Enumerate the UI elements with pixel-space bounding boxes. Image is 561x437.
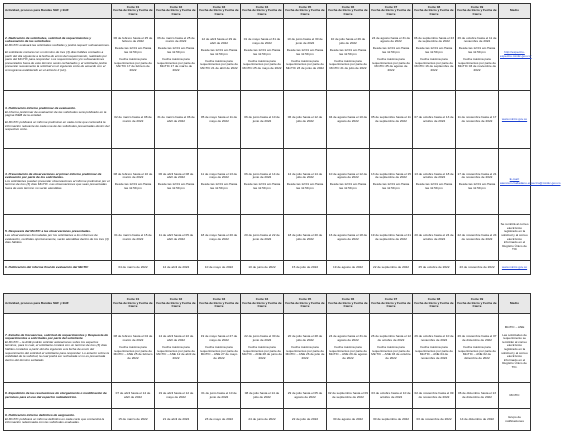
date-cell: 26 de octubre hasta el 10 de noviembre de 2022 Fecha máxima para requerimientos por parte de MinTIC – ANE 04 de noviembre de 2022	[413, 314, 456, 383]
date-cell: 06 de junio hasta el 14 de junio de 2022 Desde las 12:01 am Hasta las 11:59 pm	[241, 149, 284, 215]
medio-cell: MinTIC – ANE Las solicitudes de requerimiento se remitirán al correo electrónico registrado en la solicitud y al correo electrónico informado en el Registro Único de TIC.	[499, 314, 531, 383]
table-row	[4, 91, 531, 149]
header-corte: Corte 05 Fecha de Inicio y Fecha de Cierre	[284, 4, 327, 19]
header-corte: Corte 03 Fecha de Inicio y Fecha de Cierre	[198, 4, 241, 19]
date-cell: 06 de diciembre hasta el 13 de diciembre de 2022	[456, 383, 499, 409]
header-corte: Corte 06 Fecha de Inicio y Fecha de Cierre	[327, 294, 370, 314]
date-cell: 20 de junio hasta el 22 de junio de 2022	[241, 215, 284, 261]
date-cell: 19 de mayo hasta el 27 de mayo de 2022 Fecha máxima para requerimientos por parte de MinTIC – ANE 27 de mayo de 2022	[198, 314, 241, 383]
header-corte: Corte 07 Fecha de Inicio y Fecha de Cierre	[370, 4, 413, 19]
activity-cell	[4, 314, 112, 383]
date-cell: 10 de mayo de 2022	[198, 261, 241, 275]
date-cell: 06 de marzo hasta el 25 de marzo de 2022 Desde las 12:01 am Hasta las 11:59 pm Fecha máxima para requerimientos por parte de MinTIC 17 de marzo de 2022	[155, 19, 198, 91]
medio-cell[interactable]: http://espectro-espectro.mintic.gov.co/	[499, 19, 531, 91]
header-corte: Corte 05 Fecha de Inicio y Fecha de Cierre	[284, 294, 327, 314]
medio-cell[interactable]: E-mail: atencion.ciudadano.espectro@mintic.gov.co	[499, 149, 531, 215]
activity-cell	[4, 409, 112, 431]
date-cell: 06 de septiembre hasta el 23 de septiembre de 2022 Desde las 12:01 am Hasta las 11:59 pm Fecha máxima para requerimientos por parte de MinTIC 16 de septiembre de 2022	[413, 19, 456, 91]
date-cell: 29 de julio hasta el 05 de agosto de 2022	[284, 383, 327, 409]
header-corte: Corte 08 Fecha de Inicio y Fecha de Cierre	[413, 294, 456, 314]
activity-cell	[4, 91, 112, 149]
date-cell: 08 de febrero hasta el 10 de marzo de 2022 Desde las 12:01 am Hasta las 11:59 pm	[112, 149, 155, 215]
schedule-table-2	[3, 293, 531, 431]
table-row	[4, 409, 531, 431]
date-cell: 11 de abril hasta el 05 de abril de 2022	[155, 215, 198, 261]
activity-title: 8. Expedición de las resoluciones de otorgamiento o modificación de permisos para el uso del espectro radioeléctrico.	[5, 390, 107, 399]
header-corte: Corte 06 Fecha de Inicio y Fecha de Cierre	[327, 4, 370, 19]
header-corte: Corte 01 Fecha de Inicio y Fecha de Cierre	[112, 4, 155, 19]
header-corte: Corte 01 Fecha de Inicio y Fecha de Cierre	[112, 294, 155, 314]
activity-cell	[4, 19, 112, 91]
table-row	[4, 19, 531, 91]
table-row	[4, 215, 531, 261]
date-cell: 20 de octubre hasta el 24 de octubre de 2022	[413, 215, 456, 261]
date-cell: 08 de febrero hasta el 04 de marzo de 2022 Fecha máxima para requerimientos por parte de MinTIC – ANE 25 de febrero de 2022	[112, 314, 155, 383]
date-cell: 18 de mayo hasta el 20 de mayo de 2022	[198, 215, 241, 261]
date-cell: 12 de julio hasta el 14 de julio de 2022 Desde las 12:01 am Hasta las 11:59 pm	[284, 149, 327, 215]
date-cell: 26 de noviembre hasta el 07 de diciembre de 2022 Fecha máxima para requerimientos por parte de MinTIC – ANE 02 de diciembre de 2022	[456, 314, 499, 383]
date-cell: 10 de julio hasta el 29 de julio de 2022 Desde las 12:01 am Hasta las 11:59 pm Fecha máxima para requerimientos por parte de MinTIC 21 de julio de 2022	[327, 19, 370, 91]
medio-cell: Grupo de notificaciones	[499, 409, 531, 431]
date-cell: 24 de agosto hasta el 31 de agosto de 2022 Fecha máxima para requerimientos por parte de MinTIC – ANE 29 de agosto de 2022	[327, 314, 370, 383]
date-cell: 08 de julio hasta el 14 de julio de 2022	[241, 383, 284, 409]
date-cell: 22 de julio de 2022	[284, 409, 327, 431]
date-cell: 16 de agosto hasta el 18 de agosto de 2022	[327, 215, 370, 261]
medio-cell: MinTIC	[499, 383, 531, 409]
date-cell: 25 de octubre de 2022	[413, 261, 456, 275]
date-cell: 24 de junio de 2022	[241, 409, 284, 431]
date-cell: 01 de marzo hasta el 15 de marzo de 2022	[112, 215, 155, 261]
activity-title: 9. Publicación informe definitivo de asignación.	[5, 413, 75, 418]
activity-cell	[4, 261, 112, 275]
date-cell: 26 de octubre hasta el 11 de noviembre de 2022 Desde las 12:01 am Hasta las 11:59 pm Fecha máxima para requerimientos por parte de MinTIC 03 de noviembre de 2022	[456, 19, 499, 91]
date-cell: 19 de septiembre hasta el 21 de septiembre de 2022	[370, 215, 413, 261]
table-row	[4, 314, 531, 383]
date-cell: 13 de octubre hasta el 18 de octubre de 2022 Desde las 12:01 am Hasta las 11:59 pm	[413, 149, 456, 215]
header-corte: Corte 03 Fecha de Inicio y Fecha de Cierre	[198, 294, 241, 314]
table-row	[4, 383, 531, 409]
activity-cell	[4, 383, 112, 409]
activity-description: Las observaciones formuladas por los solicitantes a los informes de evaluación, recibidas oportunamente, serán atendidas dentro de los tres (3) días hábiles.	[5, 232, 109, 245]
header-medio: Medio	[499, 294, 531, 314]
date-cell: 04 de marzo de 2022	[112, 261, 155, 275]
date-cell: 19 de agosto de 2022	[327, 261, 370, 275]
date-cell: 15 de julio de 2022	[284, 261, 327, 275]
header-corte: Corte 07 Fecha de Inicio y Fecha de Cierre	[370, 294, 413, 314]
date-cell: 02 de septiembre hasta el 09 de septiembre de 2022	[327, 383, 370, 409]
date-cell: 17 de noviembre hasta el 21 de noviembre de 2022 Desde las 12:01 am Hasta las 11:59 pm	[456, 149, 499, 215]
date-cell: 06 de julio hasta el 12 de julio de 2022	[284, 91, 327, 149]
date-cell: 06 de abril hasta el 08 de abril de 2022 Desde las 12:01 am Hasta las 11:59 pm	[155, 149, 198, 215]
date-cell: 03 de noviembre de 2022	[413, 409, 456, 431]
date-cell: 07 de octubre hasta el 13 de octubre de 2022	[413, 91, 456, 149]
activity-title: 7. Estudio de frecuencias, solicitud de requerimientos y Respuesta de requerimientos a solicitudes por parte del solicitante	[5, 332, 108, 341]
header-activity: Actividad, proceso para Bandas SHF y EHF	[4, 4, 112, 19]
date-cell: 13 de septiembre hasta el 15 de septiembre de 2022 Desde las 12:01 am Hasta las 11:59 pm	[370, 149, 413, 215]
date-cell: 03 de octubre hasta el 10 de octubre de 2022	[370, 383, 413, 409]
activity-cell	[4, 215, 112, 261]
activity-description: Los solicitantes pueden presentar observaciones al informe preliminar por el término de tres (3) días MinTIC. Las observaciones que sean presentadas fuera de este término no serán atendidas.	[5, 178, 110, 190]
date-cell: 06 de febrero hasta el 25 de febrero de 2022 Desde las 12:01 am Hasta las 11:59 pm Fecha máxima para requerimientos por parte de MinTIC 17 de febrero de 2022	[112, 19, 155, 91]
date-cell: 02 de noviembre hasta el 09 de noviembre de 2022	[413, 383, 456, 409]
activity-description: El MinTIC – la ANE podrán solicitar aclaraciones sobre los aspectos técnicos, para lo cual, el solicitante contará con un término de tres (3) días hábiles contados a partir del día siguiente a la fecha de envío del requerimiento del solicitud el solicitante para responder. Lo anterior sobre la viabilidad de la solicitud, la cual podrá ser rechazada si no es presentada dentro del término señalado.	[5, 339, 109, 362]
header-corte: Corte 02 Fecha de Inicio y Fecha de Cierre	[155, 4, 198, 19]
header-corte: Corte 09 Fecha de Inicio y Fecha de Cierre	[456, 294, 499, 314]
table-row	[4, 261, 531, 275]
date-cell: 22 de junio hasta el 30 de junio de 2022 Fecha máxima para requerimientos por parte de MinTIC – ANE 28 de junio de 2022	[241, 314, 284, 383]
date-cell: 12 de abril hasta el 29 de abril de 2022 Desde las 12:01 am Hasta las 11:59 pm Fecha máxima para requerimientos por parte de MinTIC 21 de abril de 2022	[198, 19, 241, 91]
date-cell: 02 de marzo hasta el 08 de marzo de 2022	[112, 91, 155, 149]
date-cell: 18 de julio hasta el 20 de julio de 2022	[284, 215, 327, 261]
date-cell: 26 de septiembre hasta el 12 de octubre de 2022 Fecha máxima para requerimientos por parte de MinTIC – ANE 03 de octubre de 2022	[370, 314, 413, 383]
date-cell: 05 de mayo hasta el 11 de mayo de 2022	[198, 91, 241, 149]
date-cell: 21 de abril de 2022	[155, 409, 198, 431]
date-cell: 10 de junio hasta el 30 de junio de 2022 Desde las 12:01 am Hasta las 11:59 pm Fecha máxima para requerimientos por parte de MinTIC 23 de junio de 2022	[284, 19, 327, 91]
activity-title: 4. Presentación de observaciones al primer informe preliminar de evaluación por parte de los solicitantes.	[5, 171, 102, 180]
activity-description: El informe preliminar de evaluación de las solicitudes será publicado en la página WEB de la entidad. El MinTIC publicará un informe preliminar en cada corte que contendrá la información relevante de cada una de las solicitudes presentadas dentro del respectivo corte.	[5, 109, 110, 132]
schedule-table-1	[3, 3, 561, 275]
date-cell: 05 de septiembre hasta el 11 de septiembre de 2022	[370, 91, 413, 149]
date-cell: 22 de noviembre hasta el 24 de noviembre de 2022	[456, 215, 499, 261]
activity-title: 2. Radicación de solicitudes, solicitud de requerimientos y subsanación de las solicitudes	[5, 35, 92, 44]
date-cell: 30 de septiembre de 2022	[370, 409, 413, 431]
date-cell: 07 de abril hasta el 14 de abril de 2022	[112, 383, 155, 409]
date-cell: 01 de junio hasta el 10 de junio de 2022	[198, 383, 241, 409]
activity-title: 3. Publicación informe preliminar de evaluación.	[5, 105, 77, 110]
date-cell: 10 de junio de 2022	[241, 261, 284, 275]
date-cell: 12 de abril de 2022	[155, 261, 198, 275]
activity-title: 6. Publicación del informe final de evaluación del MinTIC	[5, 264, 89, 269]
date-cell: 30 de agosto de 2022	[327, 409, 370, 431]
activity-description: El MinTIC publicará un informe definitivo en cada corte que contendrá la información relacionada con las solicitudes evaluadas.	[5, 416, 105, 425]
medio-cell[interactable]: www.mintic.gov.co	[499, 91, 531, 149]
header-row	[4, 4, 531, 19]
activity-title: 5. Respuesta del MinTIC a las observaciones presentadas.	[5, 229, 91, 234]
date-cell: 24 de agosto hasta el 31 de agosto de 2022 Desde las 12:01 am Hasta las 11:59 pm Fecha máxima para requerimientos por parte de MinTIC 25 de agosto de 2022	[370, 19, 413, 91]
date-cell: 04 de agosto hasta el 10 de agosto de 2022	[327, 91, 370, 149]
date-cell: 14 de diciembre de 2022	[456, 409, 499, 431]
header-corte: Corte 04 Fecha de Inicio y Fecha de Cierre	[241, 294, 284, 314]
header-row	[4, 294, 531, 314]
header-activity: Actividad, proceso para Bandas SHF y EHF	[4, 294, 112, 314]
date-cell: 15 de marzo de 2022	[112, 409, 155, 431]
date-cell: 01 de mayo hasta el 31 de mayo de 2022 Desde las 12:01 am Hasta las 11:59 pm Fecha máxima para requerimientos por parte de MinTIC 25 de mayo de 2022	[241, 19, 284, 91]
header-corte: Corte 04 Fecha de Inicio y Fecha de Cierre	[241, 4, 284, 19]
date-cell: 22 de septiembre de 2022	[370, 261, 413, 275]
header-corte: Corte 02 Fecha de Inicio y Fecha de Cierre	[155, 294, 198, 314]
medio-cell: Se remitirá al correo electrónico registrado en la solicitud y al correo electrónico informado en el Registro Único de TIC	[499, 215, 531, 261]
date-cell: 11 de noviembre hasta el 17 de noviembre de 2022	[456, 91, 499, 149]
date-cell: 11 de mayo hasta el 13 de mayo de 2022 Desde las 12:01 am Hasta las 11:59 pm	[198, 149, 241, 215]
date-cell: 10 de agosto hasta el 12 de agosto de 2022 Desde las 12:01 am Hasta las 11:59 pm	[327, 149, 370, 215]
activity-description: El MinTIC evaluará las solicitudes recibidas y podrá requerir subsanaciones. El solicitante contará con un término de tres (3) días hábiles contados a partir del día siguiente a la fecha de envío del requerimiento, realizado por parte del MinTIC para responder. Los requerimientos y/o subsanaciones presentados fuera de este término serán rechazados y el solicitante podrá presentar nuevamente la solicitud en el siguiente corte de acuerdo con el cronograma establecido en el artículo 2 (sic).	[5, 42, 110, 72]
date-cell: 23 de mayo de 2022	[198, 409, 241, 431]
date-cell: 06 de junio hasta el 10 de junio de 2022	[241, 91, 284, 149]
header-corte: Corte 08 Fecha de Inicio y Fecha de Cierre	[413, 4, 456, 19]
activity-cell	[4, 149, 112, 215]
header-corte: Corte 09 Fecha de Inicio y Fecha de Cierre	[456, 4, 499, 19]
date-cell: 19 de abril hasta el 12 de mayo de 2022	[155, 383, 198, 409]
table-row	[4, 149, 531, 215]
header-medio: Medio	[499, 4, 531, 19]
medio-cell[interactable]: www.mintic.gov.co	[499, 261, 531, 275]
date-cell: 20 de julio hasta el 28 de julio de 2022 Fecha máxima para requerimientos por parte de MinTIC – ANE 26 de julio de 2022	[284, 314, 327, 383]
date-cell: 14 de abril hasta el 22 de abril de 2022 Fecha máxima para requerimientos por parte de MinTIC – ANE 12 de abril de 2022	[155, 314, 198, 383]
date-cell: 31 de marzo hasta el 06 de abril de 2022	[155, 91, 198, 149]
date-cell: 23 de noviembre de 2022	[456, 261, 499, 275]
